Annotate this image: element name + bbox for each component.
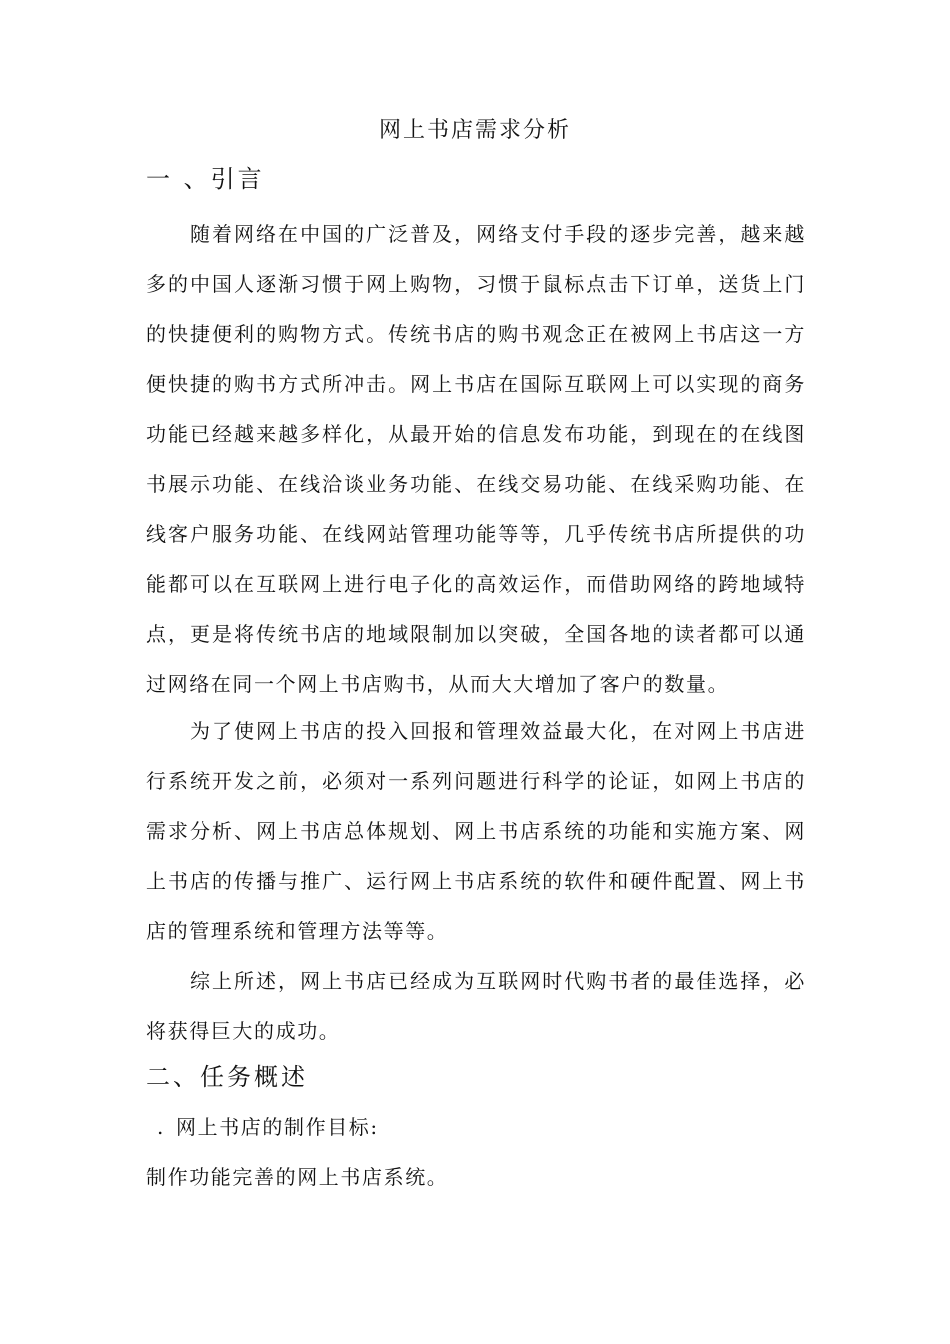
- subitem-goal: [146, 1112, 379, 1142]
- paragraph-introduction-3: 综上所述，网上书店已经成为互联网时代购书者的最佳选择，必将获得巨大的成功。: [146, 969, 806, 1043]
- section-heading-task-overview: 二、任务概述: [146, 1063, 308, 1091]
- section-heading-introduction: 一 、引言: [146, 165, 265, 193]
- subitem-label: 网上书店的制作目标:: [176, 1115, 379, 1139]
- paragraph-introduction-2: 为了使网上书店的投入回报和管理效益最大化，在对网上书店进行系统开发之前，必须对一系列问题进行科学的论证，如网上书店的需求分析、网上书店总体规划、网上书店系统的功能和实施方案、网上书店的传播与推广、运行网上书店系统的软件和硬件配置、网上书店的管理系统和管理方法等等。: [146, 719, 806, 943]
- paragraph-introduction-1: 随着网络在中国的广泛普及，网络支付手段的逐步完善，越来越多的中国人逐渐习惯于网上购物，习惯于鼠标点击下订单，送货上门的快捷便利的购物方式。传统书店的购书观念正在被网上书店这一方便快捷的购书方式所冲击。网上书店在国际互联网上可以实现的商务功能已经越来越多样化，从最开始的信息发布功能，到现在的在线图书展示功能、在线洽谈业务功能、在线交易功能、在线采购功能、在线客户服务功能、在线网站管理功能等等，几乎传统书店所提供的功能都可以在互联网上进行电子化的高效运作，而借助网络的跨地域特点，更是将传统书店的地域限制加以突破，全国各地的读者都可以通过网络在同一个网上书店购书，从而大大增加了客户的数量。: [146, 222, 806, 696]
- goal-text: 制作功能完善的网上书店系统。: [146, 1165, 449, 1189]
- subitem-marker: .: [157, 1115, 165, 1139]
- document-title: 网上书店需求分析: [378, 118, 571, 143]
